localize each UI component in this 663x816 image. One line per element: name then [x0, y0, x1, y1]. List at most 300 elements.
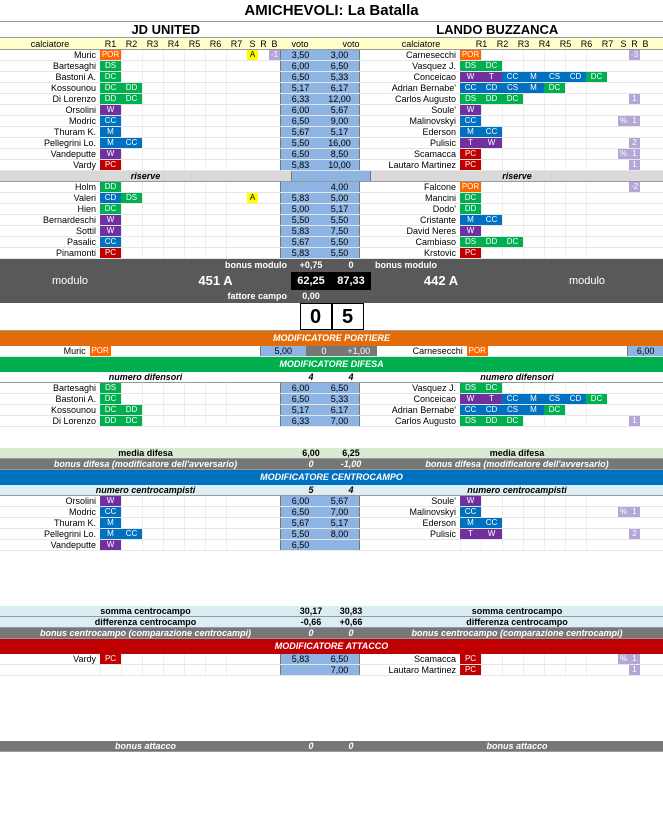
empty-role-slot — [565, 215, 586, 225]
empty-role-slot — [523, 193, 544, 203]
role-badges — [460, 529, 607, 539]
role-badges — [100, 215, 247, 225]
role-badge-cc: CC — [481, 518, 502, 528]
empty-role-slot — [523, 518, 544, 528]
role-badges — [100, 665, 247, 675]
empty-role-slot — [586, 248, 607, 258]
bench-table — [0, 182, 663, 259]
empty-role-slot — [142, 383, 163, 393]
home-player-name[interactable]: Vardy — [73, 160, 96, 170]
away-percent-flag — [618, 182, 629, 192]
home-bonus-centro: 0 — [308, 628, 314, 638]
home-somma-label: somma centrocampo — [100, 606, 191, 616]
home-modulo: 451 A — [198, 273, 233, 288]
role-badge-cc: CC — [100, 507, 121, 517]
empty-role-slot — [226, 50, 247, 60]
empty-role-slot — [586, 496, 607, 506]
role-badges — [100, 540, 247, 550]
empty-role-slot — [523, 160, 544, 170]
empty-role-slot — [586, 540, 607, 550]
away-s-flag — [607, 138, 618, 148]
empty-role-slot — [142, 226, 163, 236]
home-player-name[interactable]: Hien — [77, 204, 96, 214]
home-voto: 5,83 — [280, 193, 320, 203]
empty-role-slot — [163, 383, 184, 393]
header-r1: R1 — [104, 39, 117, 49]
home-bonus — [269, 215, 280, 225]
empty-role-slot — [226, 193, 247, 203]
away-percent-flag — [618, 204, 629, 214]
empty-role-slot — [544, 94, 565, 104]
header-r2: R2 — [496, 39, 509, 49]
home-player-name[interactable]: Kossounou — [50, 405, 96, 415]
away-player-name[interactable]: Lautaro Martinez — [388, 665, 456, 675]
home-voto: 6,50 — [280, 540, 320, 550]
role-badge-cc: CC — [481, 127, 502, 137]
empty-role-slot — [184, 215, 205, 225]
away-player-name[interactable]: Malinovskyi — [409, 116, 456, 126]
player-row — [0, 204, 663, 215]
away-player-name[interactable]: Carlos Augusto — [394, 94, 456, 104]
empty-role-slot — [565, 248, 586, 258]
empty-role-slot — [586, 518, 607, 528]
empty-role-slot — [121, 127, 142, 137]
empty-role-slot — [163, 83, 184, 93]
empty-role-slot — [523, 204, 544, 214]
home-bonus-difesa: 0 — [308, 459, 314, 469]
header-r4: R4 — [538, 39, 551, 49]
role-badges — [100, 94, 247, 104]
home-player-name[interactable]: Muric — [74, 50, 96, 60]
empty-role-slot — [523, 416, 544, 426]
away-player-name[interactable] — [360, 540, 460, 550]
starters-table — [0, 50, 663, 171]
empty-role-slot — [586, 61, 607, 71]
away-player-name[interactable]: Adrian Bernabe' — [391, 405, 456, 415]
role-badge-cs: CS — [502, 83, 523, 93]
role-badges — [460, 149, 607, 159]
home-voto: 5,83 — [280, 654, 320, 664]
role-badge-cs: CS — [502, 405, 523, 415]
away-player-name[interactable]: Soule' — [431, 105, 456, 115]
empty-role-slot — [226, 72, 247, 82]
role-badges — [100, 654, 247, 664]
home-sostituto-flag — [247, 61, 258, 71]
empty-role-slot — [502, 182, 523, 192]
role-badge-w: W — [460, 72, 481, 82]
role-badge-cc: CC — [100, 237, 121, 247]
home-voto: 6,50 — [280, 507, 320, 517]
home-player-name[interactable]: Pellegrini Lo. — [43, 529, 96, 539]
home-player-name[interactable]: Bartesaghi — [52, 61, 96, 71]
header-s: S — [620, 39, 627, 49]
home-voto: 6,33 — [280, 416, 320, 426]
empty-role-slot — [586, 83, 607, 93]
away-s-flag — [607, 394, 618, 404]
away-player-name[interactable]: Vasquez J. — [412, 383, 456, 393]
empty-role-slot — [502, 204, 523, 214]
away-total: 87,33 — [331, 272, 371, 290]
home-sostituto-flag — [247, 416, 258, 426]
role-badge-dc: DC — [586, 72, 607, 82]
role-badge-m: M — [523, 394, 544, 404]
home-bonus-modulo: +0,75 — [299, 260, 323, 270]
role-badge-dc: DC — [121, 94, 142, 104]
away-bonus-centro: 0 — [348, 628, 354, 638]
empty-role-slot — [226, 160, 247, 170]
empty-role-slot — [565, 138, 586, 148]
away-media-difesa: 6,25 — [342, 448, 360, 458]
somma-centrocampo-row — [0, 606, 663, 617]
away-player-name[interactable]: Scamacca — [413, 654, 456, 664]
away-s-flag — [607, 416, 618, 426]
home-player-name[interactable]: Holm — [74, 182, 96, 192]
home-player-name[interactable]: Sottil — [75, 226, 96, 236]
away-player-name[interactable]: Cambiaso — [415, 237, 456, 247]
away-voto: 5,67 — [320, 496, 360, 506]
empty-role-slot — [502, 193, 523, 203]
role-badges — [460, 61, 607, 71]
home-voto: 6,50 — [280, 72, 320, 82]
home-sostituto-flag — [247, 83, 258, 93]
home-r-flag — [258, 149, 269, 159]
role-badge-ds: DS — [460, 416, 481, 426]
empty-role-slot — [565, 416, 586, 426]
empty-role-slot — [586, 204, 607, 214]
modificatore-attacco-title: MODIFICATORE ATTACCO — [0, 639, 663, 654]
away-player-name[interactable]: Malinovskyi — [409, 507, 456, 517]
empty-role-slot — [565, 94, 586, 104]
empty-role-slot — [544, 507, 565, 517]
home-portiere-mod: 0 — [306, 346, 342, 356]
role-badge-m: M — [460, 127, 481, 137]
away-player-name[interactable]: Conceicao — [413, 394, 456, 404]
empty-role-slot — [163, 237, 184, 247]
empty-role-slot — [184, 507, 205, 517]
home-r-flag — [258, 94, 269, 104]
empty-role-slot — [523, 149, 544, 159]
empty-role-slot — [226, 496, 247, 506]
away-s-flag — [607, 237, 618, 247]
home-player-name[interactable]: Bastoni A. — [55, 72, 96, 82]
away-bonus — [629, 61, 640, 71]
modulo-row — [0, 272, 663, 290]
empty-role-slot — [121, 248, 142, 258]
role-badge-dd: DD — [460, 204, 481, 214]
home-bonus — [269, 383, 280, 393]
empty-role-slot — [163, 654, 184, 664]
home-player-name[interactable]: Modric — [68, 116, 96, 126]
away-player-name[interactable]: Vasquez J. — [412, 61, 456, 71]
empty-role-slot — [586, 237, 607, 247]
role-badges — [100, 518, 247, 528]
role-badges — [460, 248, 607, 258]
away-percent-flag — [618, 237, 629, 247]
away-percent-flag — [618, 394, 629, 404]
home-player-name[interactable]: Modric — [68, 507, 96, 517]
home-player-name[interactable]: Vandeputte — [50, 149, 96, 159]
role-badge-w: W — [100, 149, 121, 159]
empty-role-slot — [184, 72, 205, 82]
home-r-flag — [258, 138, 269, 148]
home-player-name[interactable]: Vandeputte — [50, 540, 96, 550]
home-player-name[interactable]: Bastoni A. — [55, 394, 96, 404]
away-num-difensori-label: numero difensori — [480, 372, 554, 382]
role-badge-cc: CC — [481, 215, 502, 225]
home-sostituto-flag: A — [247, 193, 258, 203]
empty-role-slot — [121, 182, 142, 192]
role-badge-dc: DC — [100, 204, 121, 214]
empty-role-slot — [523, 94, 544, 104]
empty-role-slot — [205, 193, 226, 203]
role-badge-dd: DD — [481, 416, 502, 426]
empty-role-slot — [184, 138, 205, 148]
player-row — [0, 654, 663, 665]
home-player-name[interactable]: Kossounou — [50, 83, 96, 93]
empty-role-slot — [142, 149, 163, 159]
away-s-flag — [607, 72, 618, 82]
empty-role-slot — [565, 665, 586, 675]
home-sostituto-flag — [247, 215, 258, 225]
home-voto: 5,83 — [280, 160, 320, 170]
empty-role-slot — [205, 405, 226, 415]
home-player-name[interactable]: Vardy — [73, 654, 96, 664]
away-player-name[interactable]: Ederson — [422, 127, 456, 137]
home-player-name[interactable]: Bernardeschi — [42, 215, 96, 225]
away-voto: 10,00 — [320, 160, 360, 170]
home-player-name[interactable]: Valeri — [73, 193, 96, 203]
empty-role-slot — [544, 665, 565, 675]
empty-role-slot — [205, 204, 226, 214]
away-bonus — [629, 226, 640, 236]
bonus-centrocampo-row — [0, 628, 663, 639]
home-player-name[interactable]: Thuram K. — [53, 127, 96, 137]
role-badge-pc: PC — [100, 654, 121, 664]
home-voto — [280, 665, 320, 675]
away-player-name[interactable]: Mancini — [424, 193, 456, 203]
home-player-name[interactable]: Pinamonti — [55, 248, 96, 258]
team-names — [0, 22, 663, 38]
away-portiere-voto: 6,00 — [627, 346, 663, 356]
home-player-name[interactable]: Pasalic — [66, 237, 96, 247]
role-badge-por: POR — [468, 346, 486, 355]
away-percent-flag — [618, 518, 629, 528]
away-voto: 5,17 — [320, 518, 360, 528]
role-badges — [460, 496, 607, 506]
empty-role-slot — [142, 83, 163, 93]
away-voto: 7,00 — [320, 416, 360, 426]
away-player-name[interactable]: Conceicao — [413, 72, 456, 82]
away-player-name[interactable]: Pulisic — [429, 529, 456, 539]
empty-role-slot — [586, 138, 607, 148]
away-bonus — [629, 204, 640, 214]
away-diff: +0,66 — [339, 617, 363, 627]
player-row — [0, 237, 663, 248]
home-player-name[interactable]: Orsolini — [65, 496, 96, 506]
empty-role-slot — [565, 83, 586, 93]
empty-role-slot — [565, 193, 586, 203]
away-player-name[interactable]: Carnesecchi — [405, 50, 456, 60]
empty-role-slot — [184, 83, 205, 93]
home-bonus — [269, 160, 280, 170]
home-player-name[interactable]: Orsolini — [65, 105, 96, 115]
role-badge-w: W — [100, 226, 121, 236]
home-sostituto-flag — [247, 105, 258, 115]
empty-role-slot — [586, 149, 607, 159]
empty-role-slot — [205, 507, 226, 517]
away-s-flag — [607, 149, 618, 159]
away-player-name[interactable]: David Neres — [406, 226, 456, 236]
away-player-name[interactable]: Pulisic — [429, 138, 456, 148]
empty-role-slot — [184, 394, 205, 404]
role-badge-m: M — [100, 138, 121, 148]
empty-role-slot — [523, 105, 544, 115]
home-voto: 6,50 — [280, 149, 320, 159]
empty-role-slot — [226, 654, 247, 664]
empty-role-slot — [163, 182, 184, 192]
empty-role-slot — [502, 61, 523, 71]
player-row — [0, 540, 663, 551]
role-badge-cc: CC — [460, 405, 481, 415]
empty-role-slot — [586, 193, 607, 203]
away-player-name[interactable]: Dodo' — [432, 204, 456, 214]
empty-role-slot — [502, 665, 523, 675]
empty-role-slot — [121, 518, 142, 528]
empty-role-slot — [163, 105, 184, 115]
home-sostituto-flag — [247, 665, 258, 675]
header-r: R — [631, 39, 638, 49]
header-r3: R3 — [146, 39, 159, 49]
home-r-flag — [258, 50, 269, 60]
away-s-flag — [607, 116, 618, 126]
home-voto: 6,00 — [280, 496, 320, 506]
home-sostituto-flag — [247, 138, 258, 148]
empty-role-slot — [502, 383, 523, 393]
empty-role-slot — [205, 654, 226, 664]
empty-role-slot — [121, 72, 142, 82]
empty-role-slot — [481, 160, 502, 170]
home-player-name[interactable]: Thuram K. — [53, 518, 96, 528]
away-player-name[interactable]: Cristante — [419, 215, 456, 225]
empty-role-slot — [142, 518, 163, 528]
away-num-difensori: 4 — [348, 372, 354, 382]
away-voto: 7,50 — [320, 226, 360, 236]
empty-role-slot — [184, 127, 205, 137]
home-player-name[interactable]: Di Lorenzo — [52, 416, 96, 426]
role-badge-dc: DC — [100, 72, 121, 82]
home-total: 62,25 — [291, 272, 331, 290]
home-somma: 30,17 — [299, 606, 323, 616]
empty-role-slot — [544, 182, 565, 192]
empty-role-slot — [142, 127, 163, 137]
player-row — [0, 496, 663, 507]
role-badge-por: POR — [461, 50, 480, 59]
away-portiere-mod: +1,00 — [341, 346, 377, 356]
empty-role-slot — [142, 105, 163, 115]
empty-role-slot — [142, 237, 163, 247]
role-badge-cd: CD — [565, 394, 586, 404]
empty-role-slot — [502, 518, 523, 528]
empty-role-slot — [523, 507, 544, 517]
role-badge-t: T — [460, 529, 481, 539]
away-player-name[interactable]: Lautaro Martinez — [388, 160, 456, 170]
home-r-flag — [258, 248, 269, 258]
away-s-flag — [607, 94, 618, 104]
empty-role-slot — [121, 394, 142, 404]
header-voto: voto — [291, 39, 309, 49]
home-bonus — [269, 83, 280, 93]
role-badge-cd: CD — [481, 405, 502, 415]
role-badges — [100, 105, 247, 115]
role-badge-cd: CD — [481, 83, 502, 93]
away-somma-label: somma centrocampo — [471, 606, 563, 616]
home-bonus: -1 — [270, 50, 279, 59]
away-player-name[interactable]: Krstovic — [423, 248, 456, 258]
empty-role-slot — [586, 507, 607, 517]
home-num-difensori: 4 — [308, 372, 314, 382]
empty-role-slot — [205, 149, 226, 159]
home-player-name[interactable]: Di Lorenzo — [52, 94, 96, 104]
empty-role-slot — [142, 72, 163, 82]
away-player-name[interactable]: Ederson — [422, 518, 456, 528]
role-badge-ds: DS — [460, 237, 481, 247]
empty-role-slot — [163, 127, 184, 137]
role-badge-dd: DD — [100, 416, 121, 426]
away-player-name[interactable]: Carlos Augusto — [394, 416, 456, 426]
away-bonus: 1 — [629, 416, 640, 426]
away-player-name[interactable]: Falcone — [423, 182, 456, 192]
home-sostituto-flag — [247, 116, 258, 126]
away-voto: 7,00 — [320, 507, 360, 517]
away-percent-flag — [618, 665, 629, 675]
empty-role-slot — [586, 226, 607, 236]
away-percent-flag: % — [619, 116, 628, 125]
fattore-campo-value: 0,00 — [302, 291, 320, 301]
empty-role-slot — [142, 654, 163, 664]
away-media-difesa-label: media difesa — [489, 448, 545, 458]
away-player-name[interactable]: Soule' — [431, 496, 456, 506]
away-player-name[interactable]: Scamacca — [413, 149, 456, 159]
column-headers — [0, 38, 663, 50]
difesa-table — [0, 383, 663, 448]
header-r5: R5 — [188, 39, 201, 49]
bonus-modulo-label: bonus modulo — [225, 260, 287, 270]
player-row — [0, 518, 663, 529]
role-badge-t: T — [460, 138, 481, 148]
empty-role-slot — [121, 105, 142, 115]
empty-role-slot — [226, 127, 247, 137]
role-badges — [460, 226, 607, 236]
role-badges — [460, 138, 607, 148]
away-percent-flag — [618, 94, 629, 104]
empty-role-slot — [121, 237, 142, 247]
away-player-name[interactable]: Adrian Bernabe' — [391, 83, 456, 93]
home-player-name[interactable]: Pellegrini Lo. — [43, 138, 96, 148]
home-player-name[interactable]: Bartesaghi — [52, 383, 96, 393]
home-sostituto-flag — [247, 127, 258, 137]
player-row — [0, 94, 663, 105]
empty-role-slot — [565, 50, 586, 60]
empty-role-slot — [226, 215, 247, 225]
empty-role-slot — [565, 507, 586, 517]
home-player-name[interactable] — [0, 665, 100, 675]
home-r-flag — [258, 72, 269, 82]
role-badge-ds: DS — [460, 61, 481, 71]
empty-role-slot — [565, 237, 586, 247]
header-calciatore: calciatore — [30, 39, 70, 49]
role-badges — [100, 182, 247, 192]
away-percent-flag — [618, 72, 629, 82]
